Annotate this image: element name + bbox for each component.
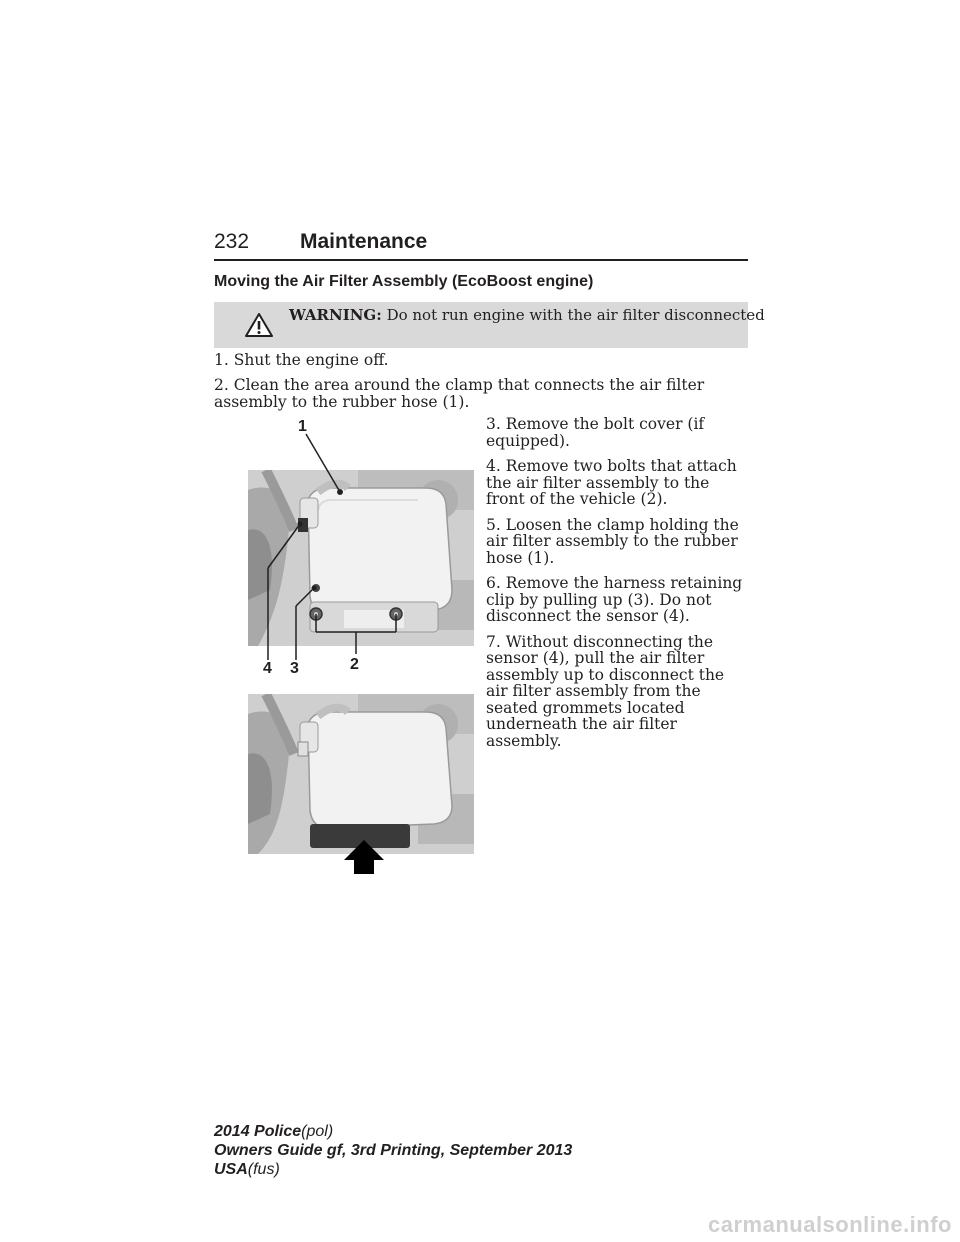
step-3: 3. Remove the bolt cover (if equipped). (486, 415, 705, 450)
footer-market-name: USA (214, 1161, 248, 1178)
header-rule (214, 259, 748, 261)
footer-model-code: (pol) (301, 1123, 334, 1140)
footer-guide: Owners Guide gf, 3rd Printing, September 2013 (214, 1142, 573, 1159)
step-5: 5. Loosen the clamp holding the air filter assembly to the rubber hose (1). (486, 515, 739, 567)
footer-market-code: (fus) (247, 1161, 280, 1178)
section-title: Maintenance (300, 230, 428, 253)
callout-4: 4 (263, 660, 272, 677)
callout-1: 1 (298, 418, 307, 435)
warning-text: Do not run engine with the air filter disconnected (386, 306, 765, 324)
warning-label: WARNING: (289, 306, 382, 324)
subheading: Moving the Air Filter Assembly (EcoBoost engine) (214, 273, 594, 290)
footer-market (214, 1161, 280, 1179)
step-4: 4. Remove two bolts that attach the air filter assembly to the front of the vehicle (2). (486, 457, 737, 508)
callout-2: 2 (350, 656, 359, 673)
watermark: carmanualsonline.info (708, 1212, 952, 1237)
step-2: 2. Clean the area around the clamp that connects the air filter assembly to the rubber hose (1). (214, 376, 705, 411)
footer-model (214, 1123, 333, 1141)
warning-message (289, 306, 765, 324)
step-1: 1. Shut the engine off. (214, 351, 389, 369)
callout-leader-lines (248, 420, 474, 664)
footer-model-name: 2014 Police (214, 1123, 302, 1140)
callout-3: 3 (290, 660, 299, 677)
page-number: 232 (214, 230, 250, 253)
engine-illustration-bolt-cover (248, 694, 474, 876)
steps-column (486, 416, 748, 758)
step-6: 6. Remove the harness retaining clip by pulling up (3). Do not disconnect the sensor (4). (486, 574, 743, 625)
step-7: 7. Without disconnecting the sensor (4), pull the air filter assembly up to disconnect the air filter assembly from the seated grommets located underneath the air filter assembly. (486, 632, 725, 750)
warning-triangle-icon (244, 312, 274, 338)
